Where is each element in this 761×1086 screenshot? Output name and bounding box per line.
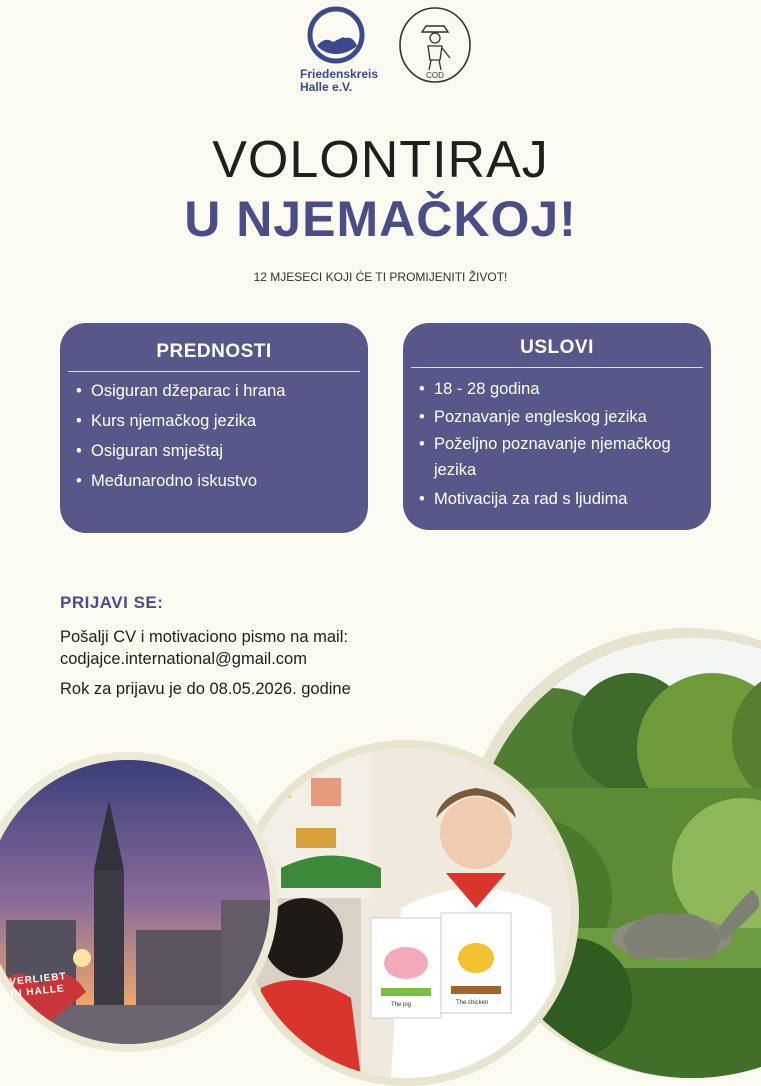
advantages-item: • Međunarodno iskustvo (73, 467, 358, 495)
advantages-item: • Osiguran smještaj (73, 437, 358, 465)
requirements-title: USLOVI (520, 337, 594, 358)
advantages-card (60, 323, 368, 533)
friedenskreis-logo (298, 6, 388, 98)
advantages-list (73, 377, 358, 495)
apply-email[interactable]: codjajce.international@gmail.com (60, 650, 307, 668)
requirements-item: • Poželjno poznavanje njemačkog jezika (416, 431, 701, 483)
scout-figure-icon (398, 6, 472, 84)
apply-instructions: Pošalji CV i motivaciono pismo na mail: (60, 628, 348, 646)
apply-title: PRIJAVI SE: (60, 593, 164, 612)
badge-line1: VERLIEBT (8, 971, 68, 989)
headline-line2: U NJEMAČKOJ! (184, 191, 577, 247)
cod-logo (398, 6, 472, 84)
friedenskreis-line2: Halle e.V. (300, 80, 353, 94)
requirements-divider (411, 367, 703, 368)
book-caption-chicken: The chicken (456, 1000, 489, 1006)
requirements-card (403, 323, 711, 530)
subtitle: 12 MJESECI KOJI ĆE TI PROMIJENITI ŽIVOT! (253, 270, 508, 284)
cod-label: COD (426, 71, 444, 80)
advantages-item: • Kurs njemačkog jezika (73, 407, 358, 435)
friedenskreis-dove-icon (307, 6, 365, 64)
requirements-item: • Poznavanje engleskog jezika (416, 403, 701, 431)
friedenskreis-line1: Friedenskreis (300, 67, 379, 81)
advantages-divider (68, 371, 360, 372)
friedenskreis-logo-text (300, 68, 378, 94)
headline-line1: VOLONTIRAJ (212, 131, 549, 189)
classroom-photo (241, 748, 571, 1078)
requirements-item: • 18 - 28 godina (416, 375, 701, 403)
badge-line2: IN HALLE (10, 983, 66, 1000)
advantages-title: PREDNOSTI (156, 341, 272, 362)
requirements-item: • Motivacija za rad s ljudima (416, 485, 701, 513)
book-caption-pig: The pig (391, 1002, 412, 1008)
advantages-item: • Osiguran džeparac i hrana (73, 377, 358, 405)
requirements-list (416, 375, 701, 513)
apply-deadline: Rok za prijavu je do 08.05.2026. godine (60, 680, 351, 698)
